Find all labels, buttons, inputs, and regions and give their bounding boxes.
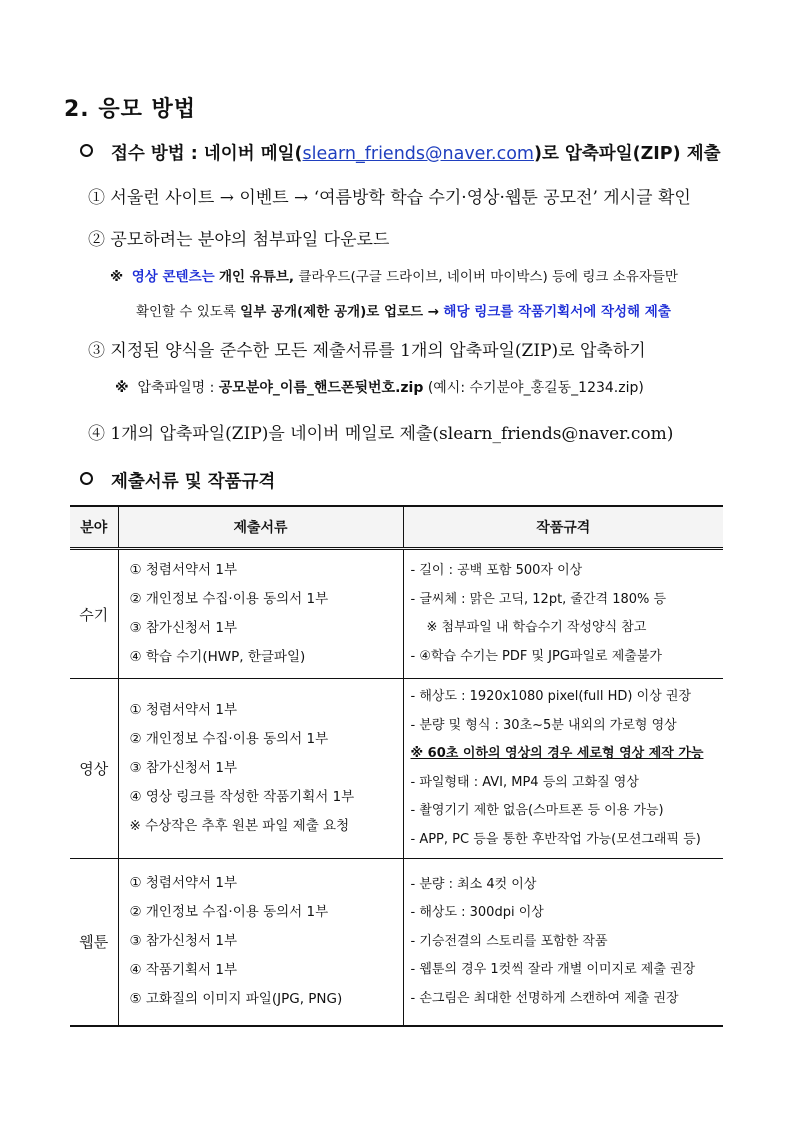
category-cell: 웹툰	[70, 859, 118, 1026]
zip-name: 공모분야_이름_핸드폰뒷번호.zip	[218, 380, 424, 396]
doc-item: ① 청렴서약서 1부	[129, 562, 238, 578]
note-video-content: 영상 콘텐츠는	[131, 269, 215, 285]
spec-item: - 웹툰의 경우 1컷씩 잘라 개별 이미지로 제출 권장	[410, 962, 696, 977]
specs-cell	[403, 549, 723, 679]
table-row	[70, 549, 723, 679]
category-cell: 수기	[70, 549, 118, 679]
note-personal-youtube: 개인 유튜브,	[218, 269, 295, 285]
spec-item: - 촬영기기 제한 없음(스마트폰 등 이용 가능)	[410, 803, 664, 818]
spec-item: - 글씨체 : 맑은 고딕, 12pt, 줄간격 180% 등	[410, 591, 667, 607]
doc-item: ※ 수상작은 추후 원본 파일 제출 요청	[129, 818, 350, 834]
doc-item: ① 청렴서약서 1부	[129, 702, 238, 718]
doc-item: ② 개인정보 수집·이용 동의서 1부	[129, 591, 329, 607]
spec-item: - APP, PC 등을 통한 후반작업 가능(모션그래픽 등)	[410, 831, 701, 847]
spec-item: ※ 첨부파일 내 학습수기 작성양식 참고	[426, 620, 647, 635]
note-link-submit: 해당 링크를 작품기획서에 작성해 제출	[443, 304, 671, 320]
step-3: ③ 지정된 양식을 준수한 모든 제출서류를 1개의 압축파일(ZIP)로 압축하기	[88, 341, 646, 361]
zip-example: (예시: 수기분야_홍길동_1234.zip)	[427, 380, 644, 396]
note-partial-public: 일부 공개(제한 공개)로 업로드 →	[240, 304, 440, 320]
table-row	[70, 859, 723, 1026]
doc-item: ③ 참가신청서 1부	[129, 620, 238, 636]
doc-item: ⑤ 고화질의 이미지 파일(JPG, PNG)	[129, 991, 343, 1008]
note-visible: 확인할 수 있도록	[136, 304, 236, 320]
section-heading: 2. 응모 방법	[64, 97, 196, 122]
specs-cell	[403, 859, 723, 1026]
doc-item: ③ 참가신청서 1부	[129, 933, 238, 950]
step-4: ④ 1개의 압축파일(ZIP)을 네이버 메일로 제출(slearn_friends@naver.com)	[88, 424, 674, 444]
doc-item: ② 개인정보 수집·이용 동의서 1부	[129, 731, 329, 747]
spec-item: - 기승전결의 스토리를 포함한 작품	[410, 933, 608, 949]
submission-method	[80, 140, 721, 165]
spec-item: - 분량 및 형식 : 30초~5분 내외의 가로형 영상	[410, 717, 677, 733]
spec-item-highlight: ※ 60초 이하의 영상의 경우 세로형 영상 제작 가능	[410, 746, 704, 761]
circle-bullet-icon	[80, 144, 93, 157]
header-specs: 작품규격	[403, 506, 723, 549]
doc-item: ③ 참가신청서 1부	[129, 760, 238, 776]
doc-item: ④ 작품기획서 1부	[129, 962, 238, 979]
table-header-row	[70, 506, 723, 549]
spec-item: - 길이 : 공백 포함 500자 이상	[410, 563, 583, 578]
spec-item: - ④학습 수기는 PDF 및 JPG파일로 제출불가	[410, 648, 662, 664]
specs-cell	[403, 679, 723, 859]
section-documents-title: 제출서류 및 작품규격	[111, 472, 276, 492]
step-2: ② 공모하려는 분야의 첨부파일 다운로드	[88, 230, 390, 250]
documents-cell	[118, 549, 403, 679]
spec-item: - 해상도 : 300dpi 이상	[410, 905, 544, 920]
documents-cell	[118, 859, 403, 1026]
requirements-table	[70, 505, 723, 1027]
email-link[interactable]: slearn_friends@naver.com	[302, 144, 534, 164]
zip-label: 압축파일명 :	[137, 380, 215, 396]
doc-item: ④ 영상 링크를 작성한 작품기획서 1부	[129, 789, 355, 805]
zip-note	[115, 377, 644, 397]
note-mark: ※	[110, 269, 124, 285]
table-row	[70, 679, 723, 859]
circle-bullet-icon	[80, 472, 93, 485]
section-documents	[80, 468, 275, 493]
spec-item: - 해상도 : 1920x1080 pixel(full HD) 이상 권장	[410, 689, 692, 704]
submission-suffix: )로 압축파일(ZIP) 제출	[533, 144, 721, 164]
doc-item: ② 개인정보 수집·이용 동의서 1부	[129, 904, 329, 921]
zip-mark: ※	[115, 380, 129, 396]
step-1: ① 서울런 사이트 → 이벤트 → ‘여름방학 학습 수기·영상·웹툰 공모전’ 게시글 확인	[88, 188, 691, 208]
doc-item: ① 청렴서약서 1부	[129, 875, 238, 892]
video-note-line-2	[136, 300, 671, 320]
video-note-line-1	[110, 265, 678, 285]
spec-item: - 파일형태 : AVI, MP4 등의 고화질 영상	[410, 774, 639, 790]
spec-item: - 손그림은 최대한 선명하게 스캔하여 제출 권장	[410, 990, 679, 1006]
header-category: 분야	[70, 506, 118, 549]
category-cell: 영상	[70, 679, 118, 859]
submission-label: 접수 방법 : 네이버 메일(	[111, 144, 303, 164]
header-documents: 제출서류	[118, 506, 403, 549]
doc-item: ④ 학습 수기(HWP, 한글파일)	[129, 649, 306, 665]
spec-item: - 분량 : 최소 4컷 이상	[410, 876, 537, 892]
documents-cell	[118, 679, 403, 859]
note-cloud: 클라우드(구글 드라이브, 네이버 마이박스) 등에 링크 소유자들만	[298, 269, 678, 285]
